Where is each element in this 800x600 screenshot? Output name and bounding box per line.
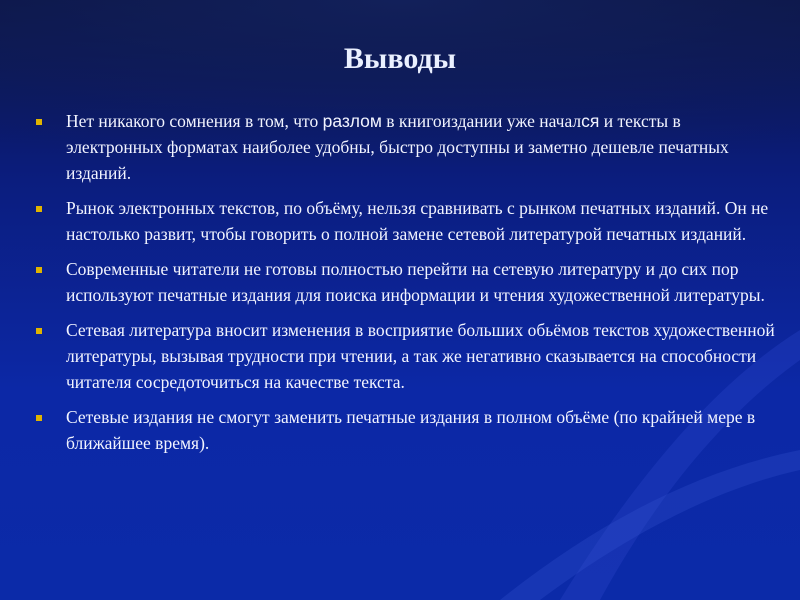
bullet-square-icon xyxy=(36,328,42,334)
bullet-square-icon xyxy=(36,415,42,421)
list-item xyxy=(36,317,776,395)
bullet-square-icon xyxy=(36,206,42,212)
list-item xyxy=(36,108,776,186)
bullet-text: Рынок электронных текстов, по объёму, нельзя сравнивать с рынком печатных изданий. Он не настолько развит, чтобы говорить о полной замене сетевой литературой печатных изданий. xyxy=(66,198,769,244)
bullet-text: Сетевая литература вносит изменения в восприятие больших обьёмов текстов художественной литературы, вызывая трудности при чтении, а так же негативно сказывается на способности читателя сосредоточиться на качестве текста. xyxy=(66,320,775,392)
bullet-square-icon xyxy=(36,119,42,125)
slide-title: Выводы xyxy=(343,42,457,75)
bullet-square-icon xyxy=(36,267,42,273)
list-item xyxy=(36,195,776,247)
list-item xyxy=(36,256,776,308)
list-item xyxy=(36,404,776,456)
bullet-text: Нет никакого сомнения в том, что разлом в книгоиздании уже начался и тексты в электронных форматах наиболее удобны, быстро доступны и заметно дешевле печатных изданий. xyxy=(66,111,729,183)
conclusions-list xyxy=(36,108,776,465)
bullet-text: Современные читатели не готовы полностью перейти на сетевую литературу и до сих пор используют печатные издания для поиска информации и чтения художественной литературы. xyxy=(66,259,765,305)
bullet-text: Сетевые издания не смогут заменить печатные издания в полном объёме (по крайней мере в ближайшее время). xyxy=(66,407,756,453)
